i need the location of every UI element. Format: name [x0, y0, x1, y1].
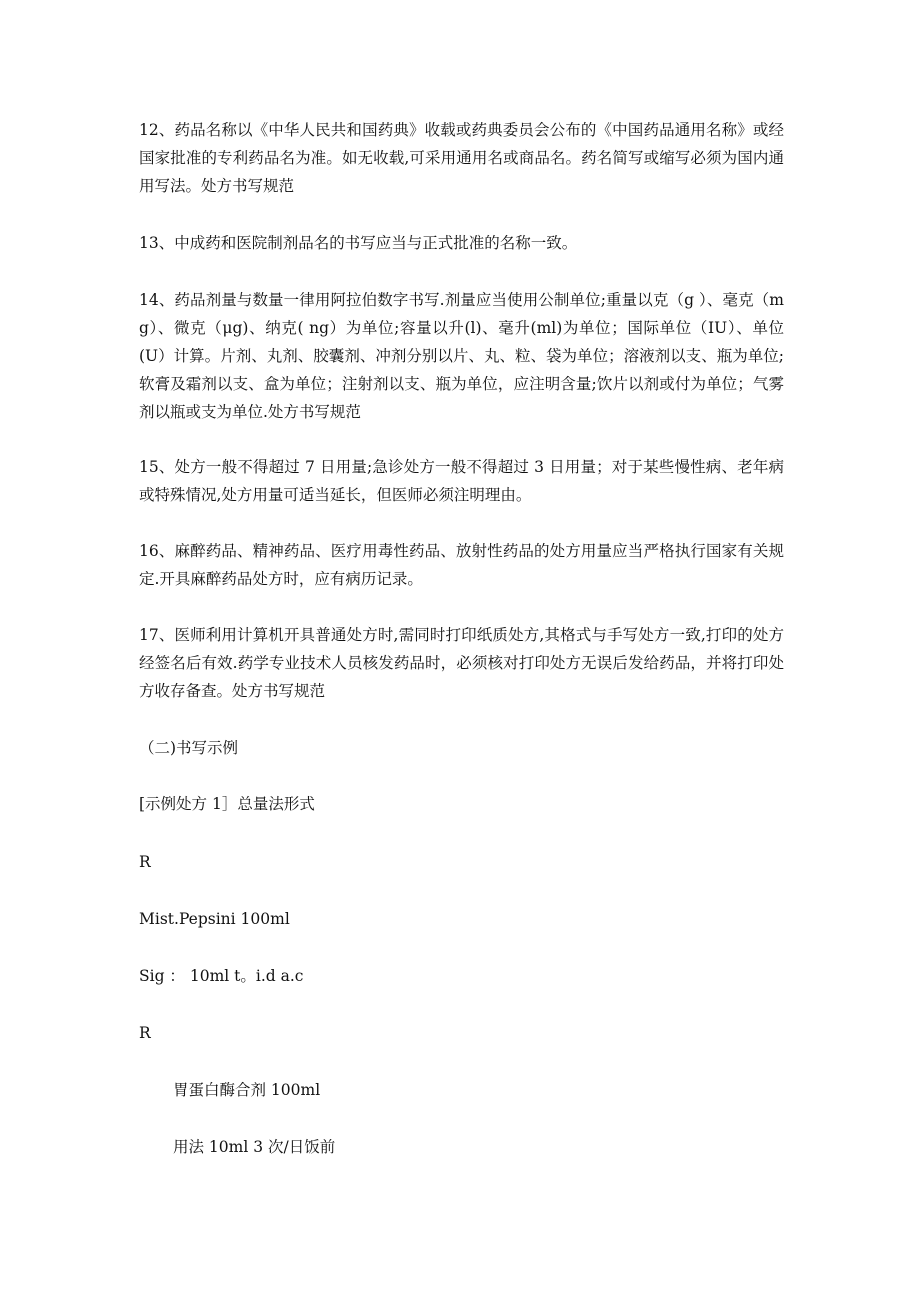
- rx-usage-line-chinese: 用法 10ml 3 次/日饭前: [173, 1138, 336, 1156]
- example-title: [示例处方 1］总量法形式: [139, 795, 315, 813]
- rx-drug-line-chinese: 胃蛋白酶合剂 100ml: [173, 1081, 321, 1099]
- paragraph-14: 14、药品剂量与数量一律用阿拉伯数字书写.剂量应当使用公制单位;重量以克（g ）、毫克（mg）、微克（μg)、纳克( ng）为单位;容量以升(l)、毫升(ml)为单位；国际单位（IU）、单位(U）计算。片剂、丸剂、胶囊剂、冲剂分别以片、丸、粒、袋为单位；溶液剂以支、瓶为单位;软膏及霜剂以支、盒为单位；注射剂以支、瓶为单位，应注明含量;饮片以剂或付为单位；气雾剂以瓶或支为单位.处方书写规范: [139, 291, 784, 421]
- section-heading: （二)书写示例: [139, 739, 239, 757]
- paragraph-17: 17、医师利用计算机开具普通处方时,需同时打印纸质处方,其格式与手写处方一致,打印的处方经签名后有效.药学专业技术人员核发药品时，必须核对打印处方无误后发给药品，并将打印处方收存备查。处方书写规范: [139, 626, 784, 700]
- rx-usage-line: Sig ： 10ml t。i.d a.c: [139, 967, 304, 985]
- paragraph-13: 13、中成药和医院制剂品名的书写应当与正式批准的名称一致。: [139, 234, 578, 252]
- paragraph-12: 12、药品名称以《中华人民共和国药典》收载或药典委员会公布的《中国药品通用名称》或经国家批准的专利药品名为准。如无收载,可采用通用名或商品名。药名简写或缩写必须为国内通用写法。处方书写规范: [139, 121, 784, 195]
- rx-drug-line: Mist.Pepsini 100ml: [139, 910, 290, 928]
- rx-symbol: R: [139, 853, 151, 871]
- paragraph-15: 15、处方一般不得超过 7 日用量;急诊处方一般不得超过 3 日用量；对于某些慢性病、老年病或特殊情况,处方用量可适当延长，但医师必须注明理由。: [139, 458, 784, 504]
- rx-symbol: R: [139, 1024, 151, 1042]
- paragraph-16: 16、麻醉药品、精神药品、医疗用毒性药品、放射性药品的处方用量应当严格执行国家有关规定.开具麻醉药品处方时，应有病历记录。: [139, 542, 784, 588]
